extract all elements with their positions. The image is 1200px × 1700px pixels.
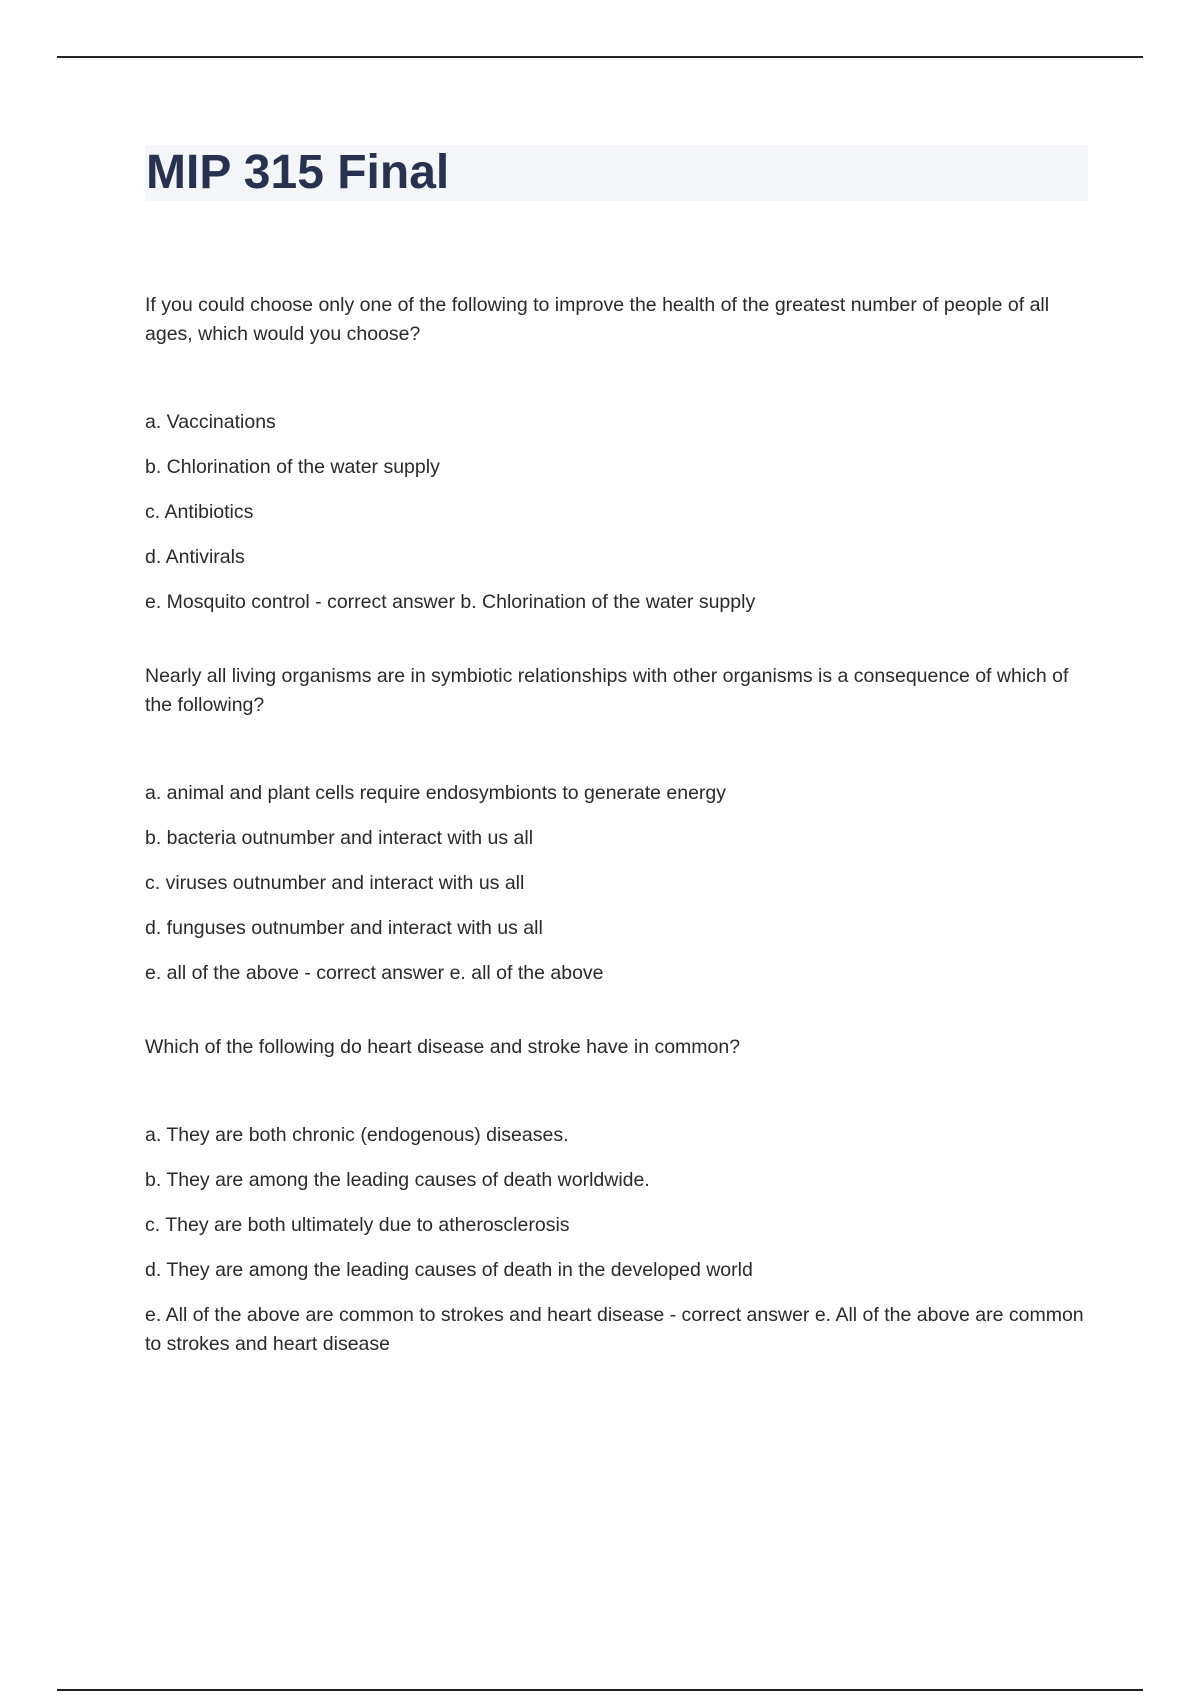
question-list: [145, 291, 1090, 1404]
header-rule: [57, 56, 1143, 58]
question-2-option-b: b. bacteria outnumber and interact with us all: [145, 827, 534, 849]
question-2-option-e-with-answer: e. all of the above - correct answer e. all of the above: [145, 962, 604, 984]
question-3-text: Which of the following do heart disease and stroke have in common?: [145, 1036, 741, 1058]
question-1-option-c: c. Antibiotics: [145, 501, 254, 523]
question-2-text: Nearly all living organisms are in symbiotic relationships with other organisms is a consequence of which of the following?: [145, 665, 1069, 716]
question-3: [145, 1033, 1090, 1359]
question-1-text: If you could choose only one of the following to improve the health of the greatest number of people of all ages, which would you choose?: [145, 294, 1050, 345]
question-3-option-e-with-answer: e. All of the above are common to strokes and heart disease - correct answer e. All of the above are common to strokes and heart disease: [145, 1304, 1084, 1355]
question-2: [145, 662, 1090, 988]
question-1-option-e-with-answer: e. Mosquito control - correct answer b. Chlorination of the water supply: [145, 591, 756, 613]
question-2-option-a: a. animal and plant cells require endosymbionts to generate energy: [145, 782, 727, 804]
question-3-option-d: d. They are among the leading causes of death in the developed world: [145, 1259, 753, 1281]
question-2-option-c: c. viruses outnumber and interact with us all: [145, 872, 525, 894]
question-1-option-b: b. Chlorination of the water supply: [145, 456, 440, 478]
question-1: [145, 291, 1090, 617]
question-1-option-d: d. Antivirals: [145, 546, 245, 568]
document-title: MIP 315 Final: [146, 146, 450, 199]
question-3-option-b: b. They are among the leading causes of death worldwide.: [145, 1169, 650, 1191]
footer-rule: [57, 1689, 1143, 1691]
question-2-option-d: d. funguses outnumber and interact with us all: [145, 917, 543, 939]
question-3-option-a: a. They are both chronic (endogenous) diseases.: [145, 1124, 569, 1146]
question-3-option-c: c. They are both ultimately due to atherosclerosis: [145, 1214, 570, 1236]
question-1-option-a: a. Vaccinations: [145, 411, 276, 433]
